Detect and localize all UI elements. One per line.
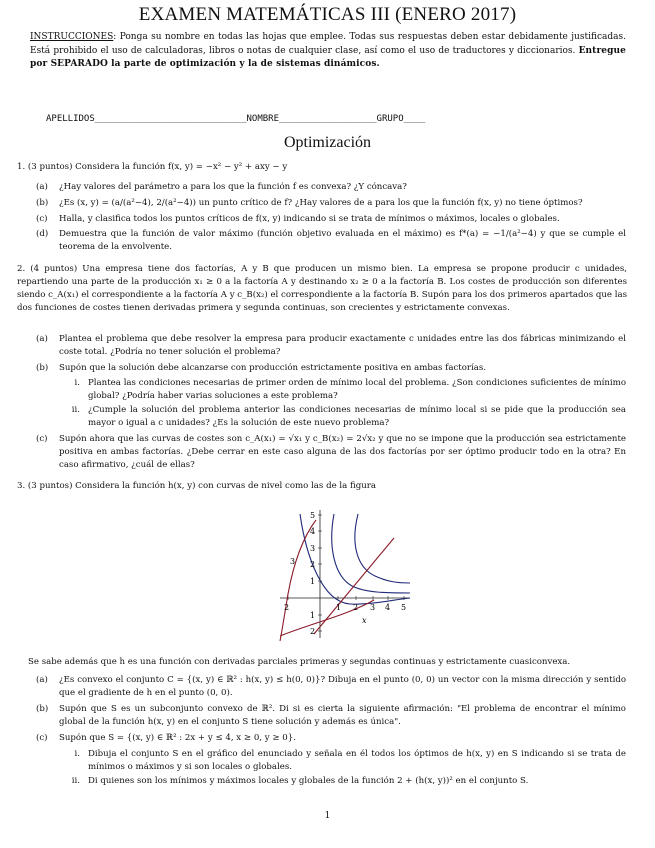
q2-c-marker: (c) — [36, 434, 48, 444]
x-tick-label: 4 — [385, 603, 391, 612]
q3-c — [36, 732, 626, 745]
y-tick-label: 1 — [310, 577, 316, 586]
q2-a-text: Plantea el problema que debe resolver la empresa para producir exactamente c unidades entre las dos fábricas minimizando el coste total. ¿Podría no tener solución el problema? — [59, 334, 626, 357]
y-tick-label: 2 — [310, 560, 316, 569]
q2-b-i — [66, 377, 626, 403]
x-tick-label: 3 — [370, 603, 376, 612]
q1-b-text: ¿Es (x, y) = (a/(a²−4), 2/(a²−4)) un punto crítico de f? ¿Hay valores de a para los que la función f(x, y) no tiene óptimos? — [59, 198, 583, 208]
x-tick-label: 2 — [284, 603, 290, 612]
q1-stem: 1. (3 puntos) Considera la función f(x, y) = −x² − y² + axy − y — [17, 162, 288, 172]
q2-b-text: Supón que la solución debe alcanzarse con producción estrictamente positiva en ambas factorías. — [59, 363, 487, 373]
y-tick-label: 5 — [310, 511, 316, 520]
q2-b-i-text: Plantea las condiciones necesarias de primer orden de mínimo local del problema. ¿Son condiciones suficientes de mínimo global? ¿Podría haber varias soluciones a este problema? — [88, 378, 626, 401]
q1-a-text: ¿Hay valores del parámetro a para los que la función f es convexa? ¿Y cóncava? — [59, 182, 407, 192]
x-axis-label: x — [362, 616, 367, 625]
q3-c-ii-marker: ii. — [71, 776, 80, 786]
q1-c-text: Halla, y clasifica todos los puntos críticos de f(x, y) indicando si se trata de mínimos o máximos, locales o globales. — [59, 214, 560, 224]
exam-title: EXAMEN MATEMÁTICAS III (ENERO 2017) — [138, 4, 517, 25]
q3-after-figure: Se sabe además que h es una función con derivadas parciales primeras y segundas continuas y estrictamente cuasiconvexa. — [28, 657, 571, 667]
y-tick-label: 3 — [310, 544, 316, 553]
x-tick-label: 2 — [353, 603, 359, 612]
q3-stem: 3. (3 puntos) Considera la función h(x, y) con curvas de nivel como las de la figura — [17, 481, 376, 491]
instructions-separate-note: Entregue por SEPARADO la parte de optimización y la de sistemas dinámicos. — [30, 45, 626, 70]
q2-a-marker: (a) — [36, 334, 48, 344]
q1-b — [36, 197, 626, 210]
instructions-label: INSTRUCCIONES — [30, 32, 114, 42]
level-curve-outer — [332, 514, 410, 593]
curve-label: 3 — [290, 557, 296, 566]
q3-a-marker: (a) — [36, 675, 48, 685]
name-fields-line: APELLIDOS____________________________NOMBRE__________________GRUPO____ — [46, 114, 426, 124]
q1-a-marker: (a) — [36, 182, 48, 192]
q1-c-marker: (c) — [36, 214, 48, 224]
section-title: Optimización — [283, 134, 372, 151]
q2-b-marker: (b) — [36, 363, 49, 373]
y-tick-label: 4 — [310, 527, 316, 536]
q3-b — [36, 703, 626, 729]
q1-c — [36, 213, 626, 226]
q2-c-text: Supón ahora que las curvas de costes son c_A(x₁) = √x₁ y c_B(x₂) = 2√x₂ y que no se impone que la producción sea estrictamente positiva en ambas factorías. ¿Debe cerrar en este caso alguna de las dos factorías por ser óptimo producir todo en la otra? En caso afirmativo, ¿cuál de ellas? — [59, 434, 626, 470]
q2-c — [36, 433, 626, 472]
x-tick-label: 5 — [401, 603, 407, 612]
q2-b-i-marker: i. — [74, 378, 80, 388]
instructions — [30, 31, 626, 72]
level-curves-figure — [270, 506, 420, 650]
page-number: 1 — [324, 811, 331, 821]
q3-c-text: Supón que S = {(x, y) ∈ ℝ² : 2x + y ≤ 4, x ≥ 0, y ≥ 0}. — [59, 733, 296, 743]
q1-d — [36, 228, 626, 254]
q3-c-i-text: Dibuja el conjunto S en el gráfico del enunciado y señala en él todos los óptimos de h(x, y) en S indicando si se trata de mínimos o máximos y si son locales o globales. — [88, 749, 626, 772]
instructions-text: : Ponga su nombre en todas las hojas que emplee. Todas sus respuestas deben estar debidamente justificadas. Está prohibido el uso de calculadoras, libros o notas de cualquier clase, así como el uso de traductores y diccionarios. — [30, 32, 626, 56]
q2-b-ii-text: ¿Cumple la solución del problema anterior las condiciones necesarias de mínimo local si se pide que la producción sea mayor o igual a c unidades? ¿Es la solución de este nuevo problema? — [88, 405, 626, 428]
y-tick-label: 2 — [310, 627, 316, 636]
q3-c-ii-text: Di quienes son los mínimos y máximos locales y globales de la función 2 + (h(x, y))² en el conjunto S. — [88, 776, 529, 786]
q3-c-ii — [66, 775, 626, 788]
q3-c-marker: (c) — [36, 733, 48, 743]
x-tick-label: 1 — [336, 603, 342, 612]
q3-a-text: ¿Es convexo el conjunto C = {(x, y) ∈ ℝ² : h(x, y) ≤ h(0, 0)}? Dibuja en el punto (0, 0) un vector con la misma dirección y sentido que el gradiente de h en el punto (0, 0). — [59, 675, 626, 698]
q3-c-i-marker: i. — [74, 749, 80, 759]
q2-a — [36, 333, 626, 359]
level-curve-inner — [355, 514, 410, 583]
q2-b-ii — [66, 404, 626, 430]
q2-b — [36, 362, 626, 375]
q3-b-marker: (b) — [36, 704, 49, 714]
q2-b-ii-marker: ii. — [71, 405, 80, 415]
q1-d-marker: (d) — [36, 229, 49, 239]
q3-c-i — [66, 748, 626, 774]
y-tick-label: 1 — [310, 611, 316, 620]
q1-b-marker: (b) — [36, 198, 49, 208]
q3-a — [36, 674, 626, 700]
q1-a — [36, 181, 626, 194]
q2-stem: 2. (4 puntos) Una empresa tiene dos factorías, A y B que producen un mismo bien. La empresa se propone producir c unidades, repartiendo una parte de la producción x₁ ≥ 0 a la factoría A y destinando x₂ ≥ 0 a la factoría B. Los costes de producción son diferentes siendo c_A(x₁) el correspondiente a la factoría A y c_B(x₂) el correspondiente a la factoría B. Supón para los dos primeros apartados que las dos funciones de costes tienen derivadas primera y segunda continuas, son crecientes y estrictamente convexas. — [17, 264, 627, 313]
q1-d-text: Demuestra que la función de valor máximo (función objetivo evaluada en el máximo) es f*(a) = −1/(a²−4) y que se cumple el teorema de la envolvente. — [59, 229, 626, 252]
q3-b-text: Supón que S es un subconjunto convexo de ℝ². Di si es cierta la siguiente afirmación: "El problema de encontrar el mínimo global de la función h(x, y) en el conjunto S tiene solución y además es única". — [59, 704, 626, 727]
